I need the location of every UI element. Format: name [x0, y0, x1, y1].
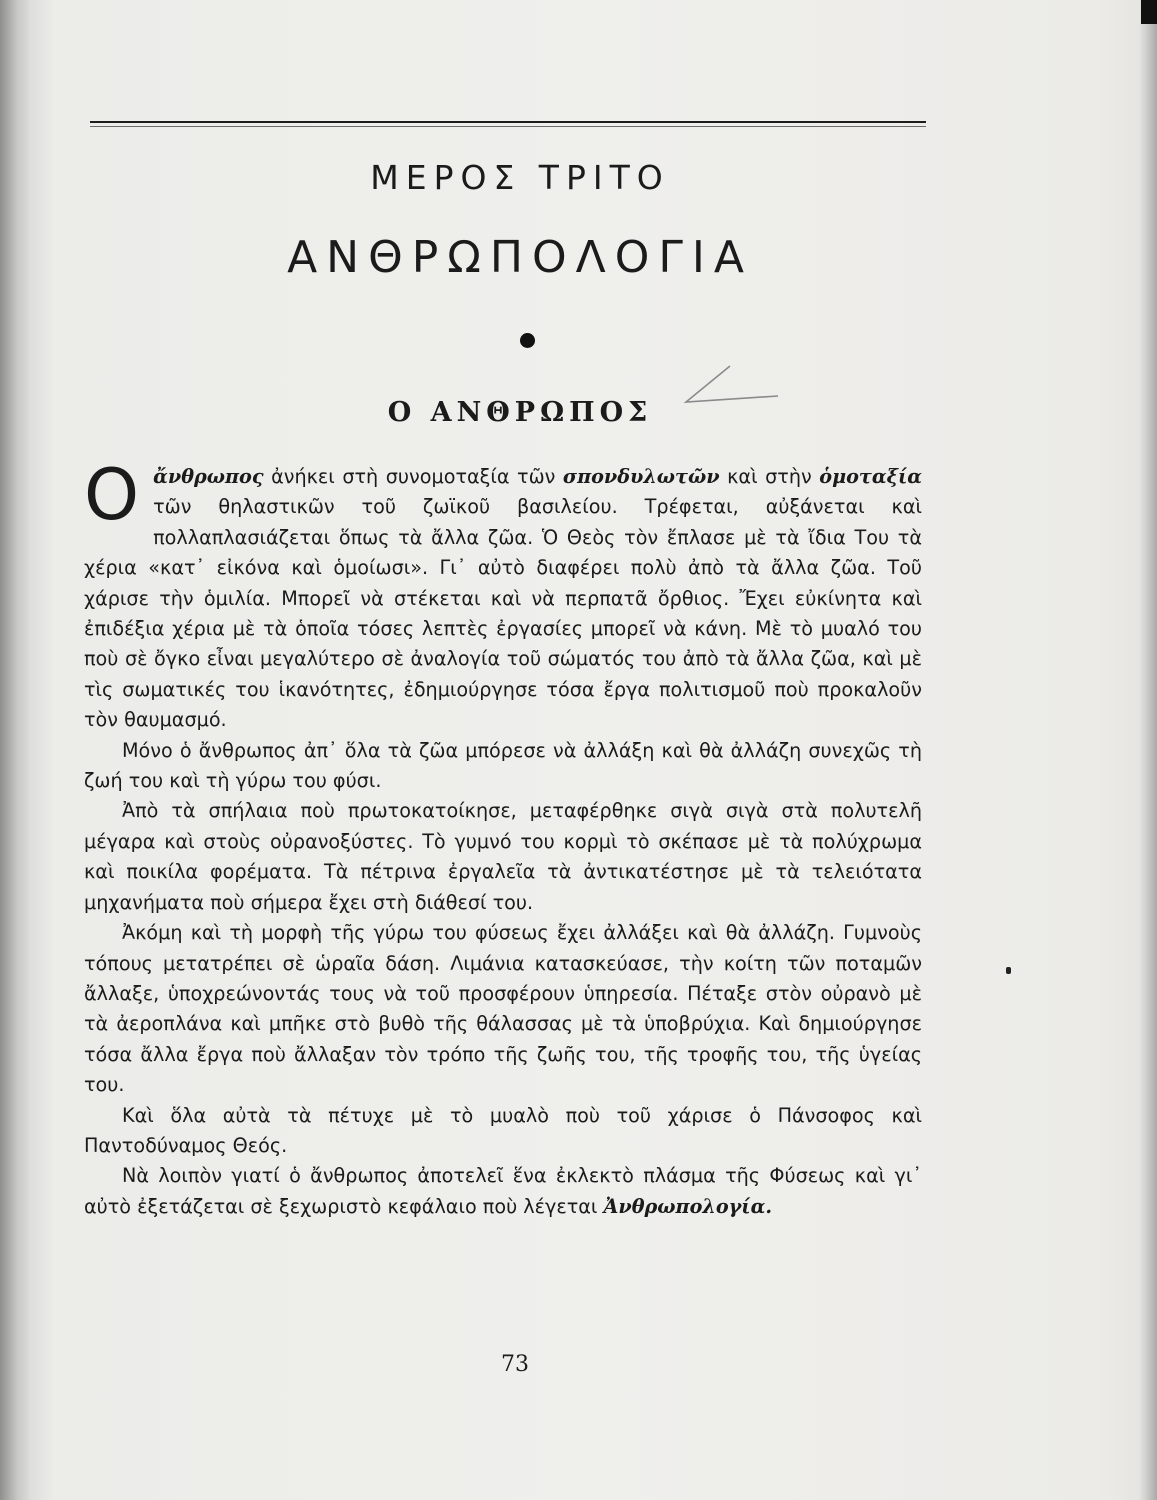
text-run: καὶ στὴν — [719, 465, 820, 488]
paragraph-6 — [84, 1161, 922, 1222]
emph-term: ἄνθρωπος — [153, 465, 264, 488]
page-edge — [1139, 0, 1157, 1500]
spine-shadow — [0, 0, 30, 1500]
paragraph-4: Ἀκόμη καὶ τὴ μορφὴ τῆς γύρω του φύσεως ἔχει ἀλλάξει καὶ θὰ ἀλλάζη. Γυμνοὺς τόπους μετατρέπει σὲ ὡραῖα δάση. Λιμάνια κατασκεύασε, τὴν κοίτη τῶν ποταμῶν ἄλλαξε, ὑποχρεώνοντάς τους νὰ τοῦ προσφέρουν ὑπηρεσία. Πέταξε στὸν οὐρανὸ μὲ τὰ ἀεροπλάνα καὶ μπῆκε στὸ βυθὸ τῆς θάλασσας μὲ τὰ ὑποβρύχια. Καὶ δημιούργησε τόσα ἄλλα ἔργα ποὺ ἄλλαξαν τὸν τρόπο τῆς ζωῆς του, τῆς τροφῆς του, τῆς ὑγείας του. — [84, 921, 922, 1097]
top-rule — [90, 121, 926, 123]
chapter-title: ΑΝΘΡΩΠΟΛΟΓΙΑ — [287, 232, 753, 283]
text-run: Νὰ λοιπὸν γιατί ὁ ἄνθρωπος ἀποτελεῖ ἕνα ἐκλεκτὸ πλάσμα τῆς Φύσεως καὶ γι᾽ αὐτὸ ἐξετάζεται σὲ ξεχωριστὸ κεφάλαιο ποὺ λέγεται — [84, 1164, 922, 1218]
emph-term: Ἀνθρωπολογία. — [603, 1194, 773, 1218]
text-run: τῶν θηλαστικῶν τοῦ ζωϊκοῦ βασιλείου. Τρέφεται, αὐξάνεται καὶ πολλαπλασιάζεται ὅπως τὰ ἄλλα ζῶα. Ὁ Θεὸς τὸν ἔπλασε μὲ τὰ ἴδια Του τὰ χέρια «κατ᾽ εἰκόνα καὶ ὁμοίωσι». Γι᾽ αὐτὸ διαφέρει πολὺ ἀπὸ τὰ ἄλλα ζῶα. Τοῦ χάρισε τὴν ὁμιλία. Μπορεῖ νὰ στέκεται καὶ νὰ περπατᾶ ὄρθιος. Ἔχει εὐκίνητα καὶ ἐπιδέξια χέρια μὲ τὰ ὁποῖα τόσες λεπτὲς ἐργασίες μπορεῖ νὰ κάνη. Μὲ τὸ μυαλό του ποὺ σὲ ὄγκο εἶναι μεγαλύτερο σὲ ἀναλογία τοῦ σώματός του ἀπὸ τὰ ἄλλα ζῶα, καὶ μὲ τὶς σωματικές του ἱκανότητες, ἐδημιούργησε τόσα ἔργα πολιτισμοῦ ποὺ προκαλοῦν τὸν θαυμασμό. — [84, 495, 922, 732]
corner-dark — [1141, 0, 1157, 24]
print-speck — [1006, 967, 1011, 974]
section-heading: Ο ΑΝΘΡΩΠΟΣ — [387, 397, 653, 428]
body-text — [84, 454, 922, 1222]
paragraph-3: Ἀπὸ τὰ σπήλαια ποὺ πρωτοκατοίκησε, μεταφέρθηκε σιγὰ σιγὰ στὰ πολυτελῆ μέγαρα καὶ στοὺς οὐρανοξύστες. Τὸ γυμνό του κορμὶ τὸ σκέπασε μὲ τὰ πολύχρωμα καὶ ποικίλα φορέματα. Τὰ πέτρινα ἐργαλεῖα τὰ ἀντικατέστησε μὲ τὰ τελειότατα μηχανήματα ποὺ σήμερα ἔχει στὴ διάθεσί του. — [84, 799, 922, 914]
page-number: 73 — [501, 1352, 529, 1377]
drop-cap: Ο — [84, 454, 140, 536]
paragraph-5: Καὶ ὅλα αὐτὰ τὰ πέτυχε μὲ τὸ μυαλὸ ποὺ τοῦ χάρισε ὁ Πάνσοφος καὶ Παντοδύναμος Θεός. — [84, 1103, 922, 1157]
part-label: ΜΕΡΟΣ ΤΡΙΤΟ — [370, 158, 670, 197]
paragraph-2: Μόνο ὁ ἄνθρωπος ἀπ᾽ ὅλα τὰ ζῶα μπόρεσε νὰ ἀλλάξη καὶ θὰ ἀλλάζη συνεχῶς τὴ ζωή του καὶ τὴ γύρω του φύσι. — [84, 738, 922, 793]
bullet-ornament — [520, 333, 535, 348]
text-run: ἀνήκει στὴ συνομοταξία τῶν — [263, 465, 563, 488]
emph-term: ὁμοταξία — [819, 465, 922, 488]
emph-term: σπονδυλωτῶν — [562, 465, 720, 488]
top-rule-thin — [90, 126, 926, 127]
paragraph-1 — [84, 454, 922, 736]
